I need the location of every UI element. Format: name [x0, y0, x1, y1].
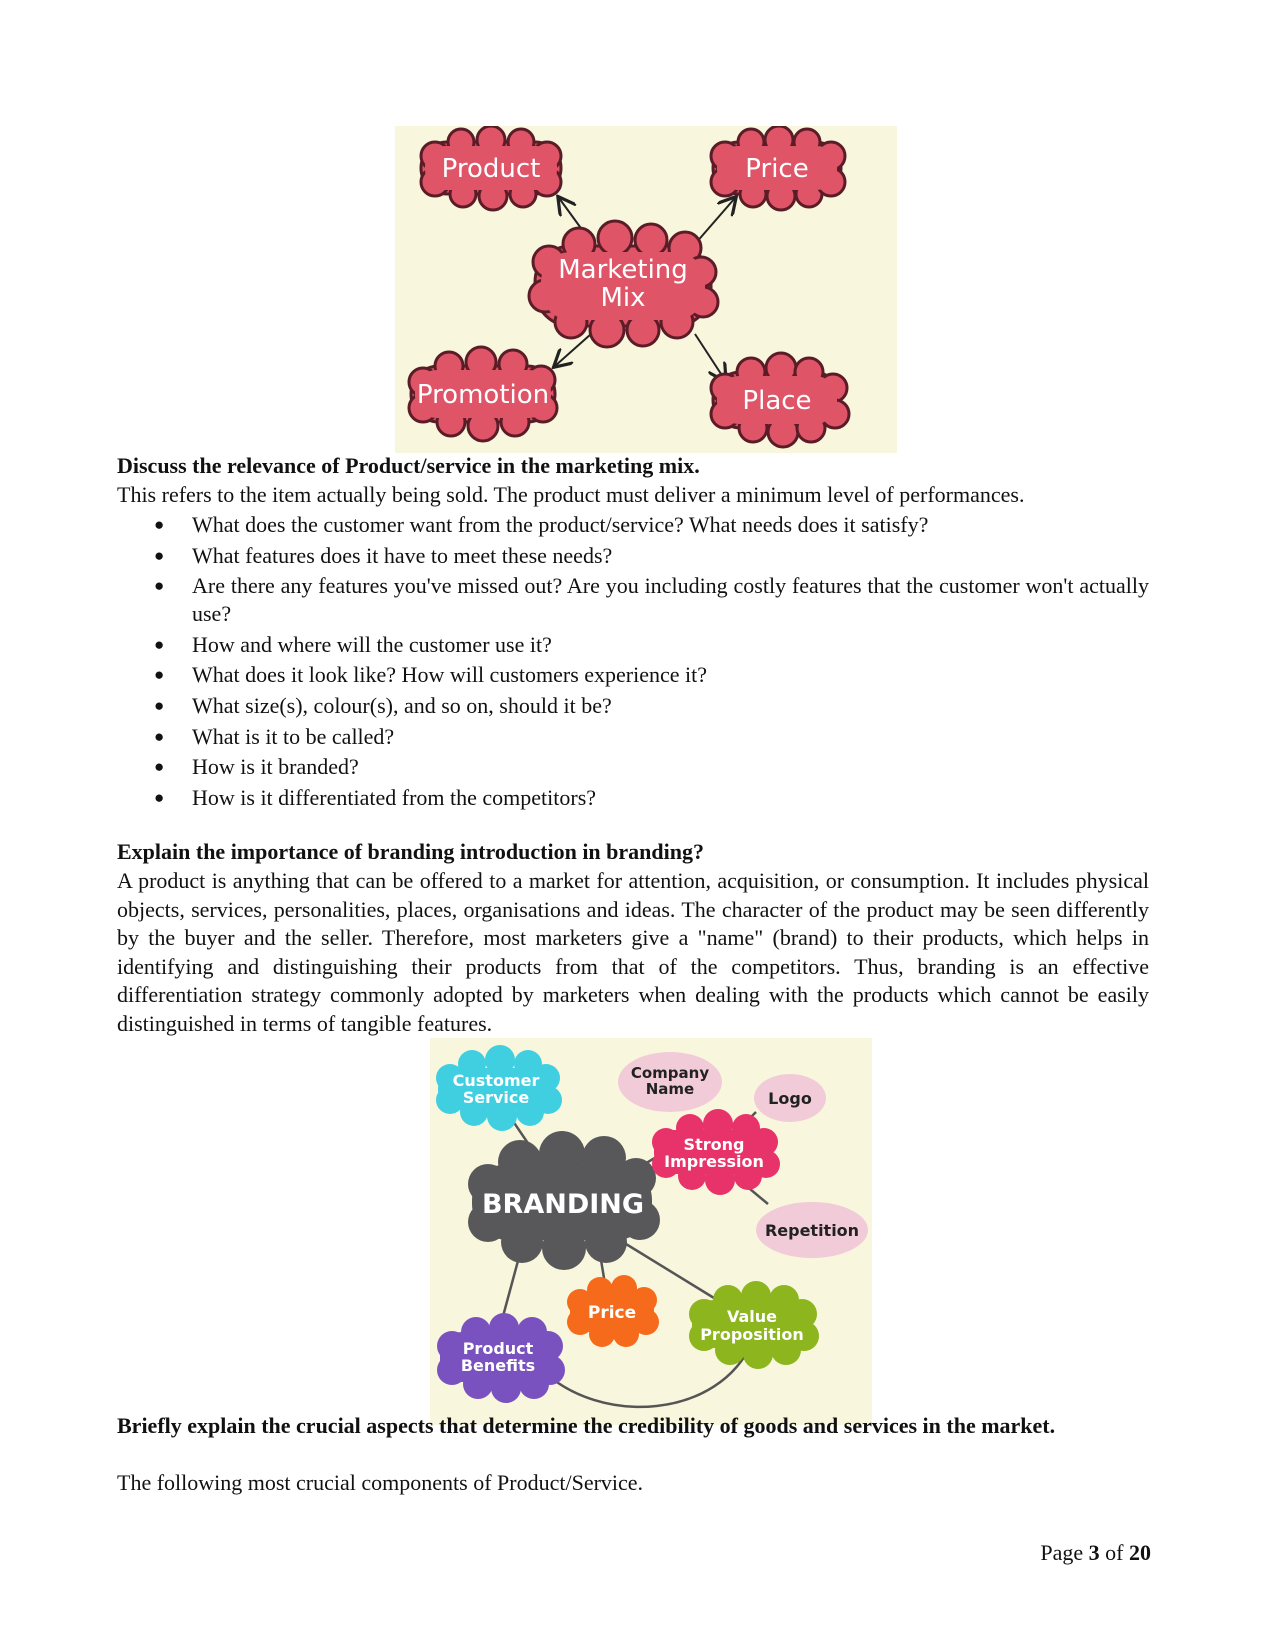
page-current: 3: [1088, 1540, 1100, 1565]
product-benefits-line1: Product: [462, 1339, 534, 1358]
section3-heading: Briefly explain the crucial aspects that determine the credibility of goods and services in the market.: [117, 1413, 1056, 1438]
bullet-icon: ●: [154, 695, 165, 715]
bullet-icon: ●: [154, 757, 165, 777]
page-prefix: Page: [1040, 1540, 1084, 1565]
branding-label: BRANDING: [481, 1189, 645, 1220]
place-label: Place: [742, 386, 812, 416]
section1-intro: This refers to the item actually being sold. The product must deliver a minimum level of performances.: [117, 482, 1025, 507]
page-total: 20: [1129, 1540, 1151, 1565]
price-label: Price: [745, 154, 809, 184]
list-item: ● What does the customer want from the product/service? What needs does it satisfy?: [154, 512, 929, 537]
product-questions-list: [117, 511, 1149, 814]
page-number: [1040, 1540, 1151, 1566]
list-item: ● How and where will the customer use it?: [154, 631, 552, 657]
customer-service-line1: Customer: [452, 1071, 540, 1090]
section2-body: A product is anything that can be offered to a market for attention, acquisition, or consumption. It includes physical objects, services, personalities, places, organisations and ideas. The character of the product may be seen differently by the buyer and the seller. Therefore, most marketers give a "name" (brand) to their products, which helps in identifying and distinguishing their products from that of the competitors. Thus, branding is an effective differentiation strategy commonly adopted by marketers when dealing with the products which cannot be easily distinguished in terms of tangible features.: [117, 868, 1149, 1036]
company-name-line2: Name: [645, 1080, 695, 1098]
section3-intro: The following most crucial components of Product/Service.: [117, 1470, 644, 1495]
section2-heading: Explain the importance of branding introduction in branding?: [117, 839, 704, 864]
list-item: ● What does it look like? How will customers experience it?: [154, 662, 708, 688]
marketing-mix-diagram: [395, 126, 897, 453]
repetition-label: Repetition: [764, 1221, 860, 1240]
page-of: of: [1105, 1540, 1124, 1565]
marketing-label: Marketing: [558, 255, 688, 285]
bullet-icon: ●: [154, 787, 165, 807]
strong-impression-line2: Impression: [664, 1152, 764, 1171]
list-item: ● How is it differentiated from the competitors?: [154, 784, 597, 810]
company-name-line1: Company: [630, 1064, 710, 1082]
list-item: ● How is it branded?: [154, 754, 359, 780]
product-benefits-line2: Benefits: [460, 1356, 536, 1375]
product-label: Product: [441, 154, 541, 184]
value-proposition-line2: Proposition: [700, 1325, 804, 1344]
logo-label: Logo: [768, 1089, 812, 1108]
list-item: ● What features does it have to meet these needs?: [154, 542, 613, 568]
bullet-icon: ●: [154, 545, 165, 565]
promotion-label: Promotion: [416, 380, 550, 410]
bullet-icon: ●: [154, 726, 165, 746]
list-item: ● What size(s), colour(s), and so on, should it be?: [154, 692, 612, 718]
value-proposition-line1: Value: [726, 1307, 778, 1326]
branding-diagram: [430, 1038, 872, 1425]
bullet-icon: ●: [154, 634, 165, 654]
price-branding-label: Price: [587, 1303, 637, 1323]
mix-label: Mix: [600, 283, 646, 313]
bullet-icon: ●: [154, 665, 165, 685]
list-item: ● What is it to be called?: [154, 723, 395, 749]
bullet-icon: ●: [154, 576, 165, 596]
bullet-icon: ●: [154, 515, 165, 534]
strong-impression-line1: Strong: [683, 1135, 745, 1154]
customer-service-line2: Service: [462, 1088, 530, 1107]
list-item: ● Are there any features you've missed out? Are you including costly features that the customer won't actually use?: [154, 573, 1149, 627]
section1-heading: Discuss the relevance of Product/service in the marketing mix.: [117, 453, 700, 478]
